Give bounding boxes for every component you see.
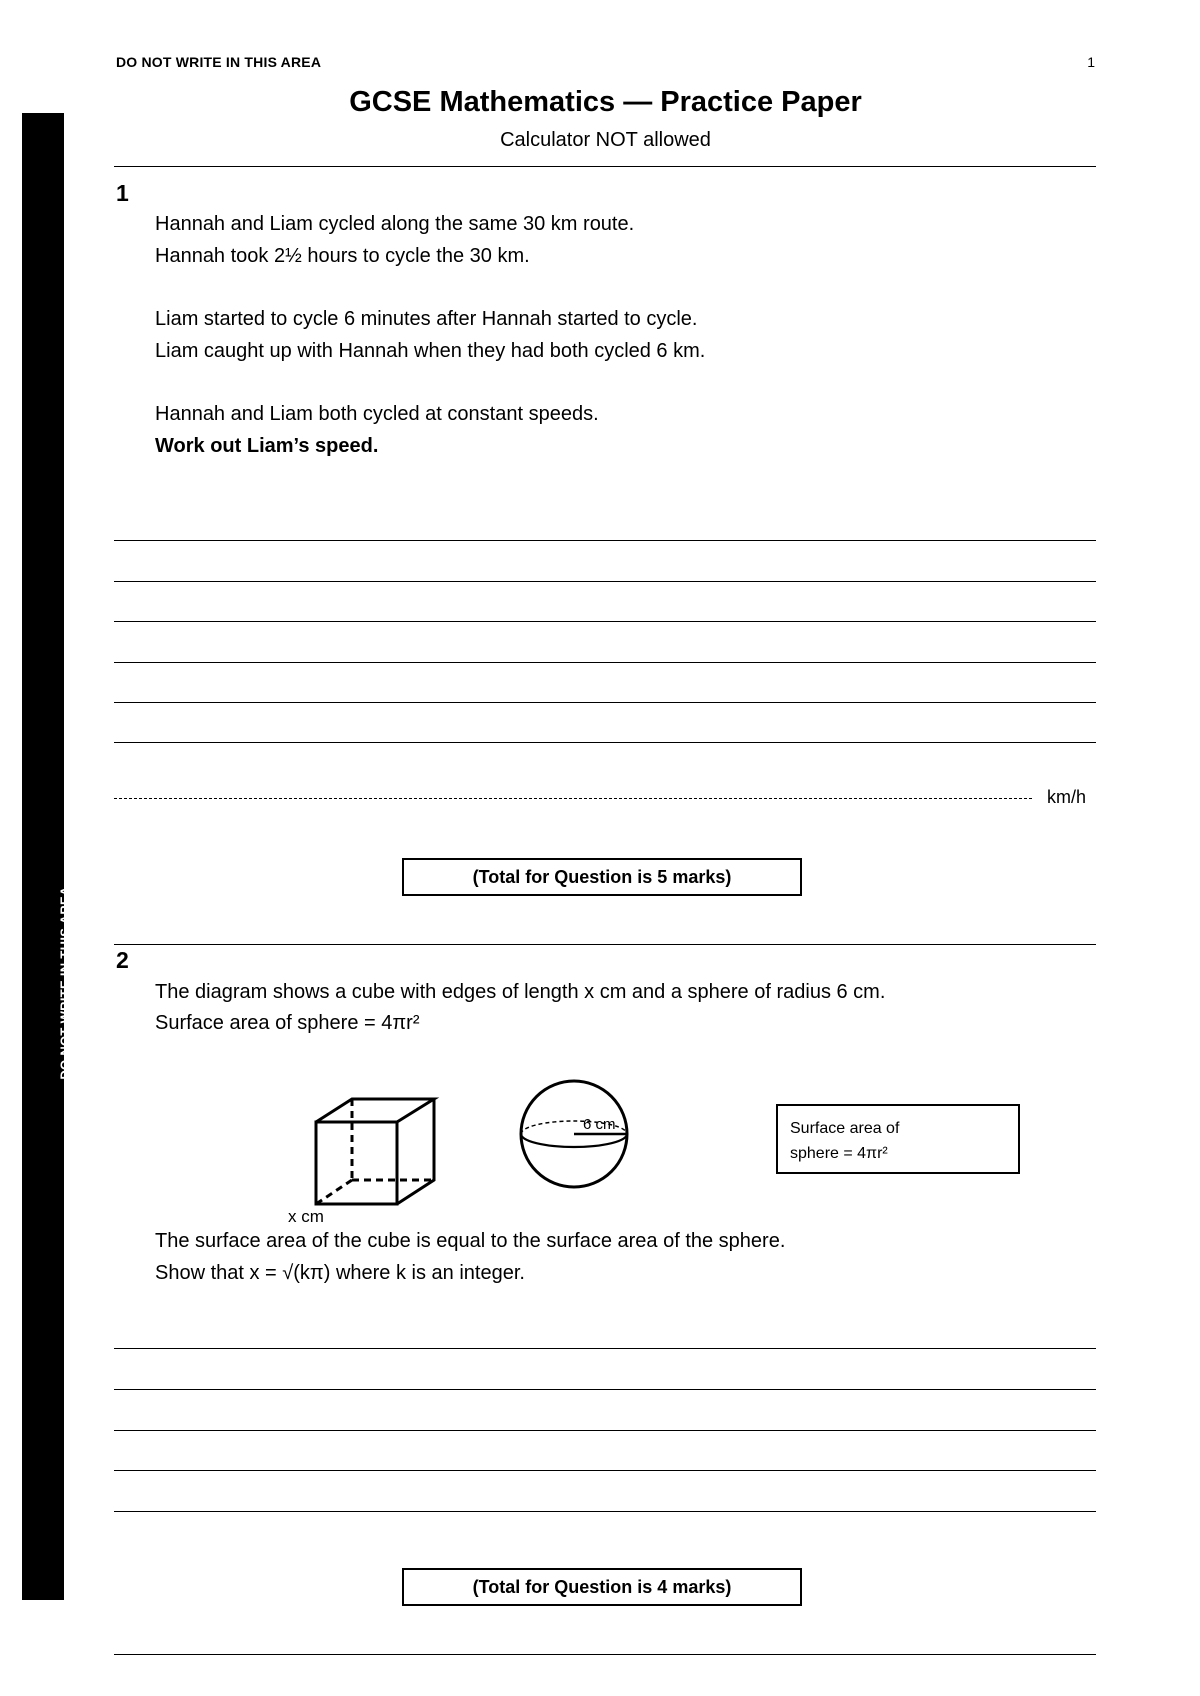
sphere-radius-label: 6 cm <box>583 1116 616 1133</box>
q2-line-1: The diagram shows a cube with edges of length x cm and a sphere of radius 6 cm. <box>155 981 886 1003</box>
q1-answer-line[interactable] <box>114 621 1096 622</box>
q2-line-4: Show that x = √(kπ) where k is an integer. <box>155 1262 525 1284</box>
q2-answer-line[interactable] <box>114 1430 1096 1431</box>
question-2-number: 2 <box>116 947 129 973</box>
q2-line-3: The surface area of the cube is equal to the surface area of the sphere. <box>155 1230 786 1252</box>
q1-total-marks: (Total for Question is 5 marks) <box>402 858 802 896</box>
cube-hidden-edges <box>316 1099 434 1204</box>
q1-answer-line[interactable] <box>114 540 1096 541</box>
header-rule <box>114 166 1096 167</box>
cube-front-face <box>316 1122 397 1204</box>
page-number: 1 <box>1087 54 1095 70</box>
sphere-diagram <box>515 1075 635 1195</box>
formula-line-1: Surface area of <box>790 1120 900 1137</box>
formula-line-2: sphere = 4πr² <box>790 1145 888 1162</box>
cube-edge-label: x cm <box>288 1207 324 1226</box>
q2-answer-line[interactable] <box>114 1389 1096 1390</box>
margin-note: DO NOT WRITE IN THIS AREA <box>57 886 73 1080</box>
page-subtitle: Calculator NOT allowed <box>500 129 711 151</box>
page-title: GCSE Mathematics — Practice Paper <box>349 86 862 118</box>
sphere-equator-front <box>521 1134 627 1147</box>
q1-answer-unit: km/h <box>1047 787 1087 807</box>
q2-answer-line[interactable] <box>114 1348 1096 1349</box>
cube-diagram <box>300 1090 450 1220</box>
q1-line-3: Liam started to cycle 6 minutes after Hannah started to cycle. <box>155 308 698 330</box>
q1-line-1: Hannah and Liam cycled along the same 30 km route. <box>155 213 635 235</box>
question-1-number: 1 <box>116 180 129 206</box>
q1-final-answer-line[interactable] <box>114 798 1032 799</box>
q2-total-marks: (Total for Question is 4 marks) <box>402 1568 802 1606</box>
q2-line-2: Surface area of sphere = 4πr² <box>155 1012 420 1034</box>
q1-answer-line[interactable] <box>114 581 1096 582</box>
q1-answer-line[interactable] <box>114 702 1096 703</box>
q2-answer-line[interactable] <box>114 1511 1096 1512</box>
q1-line-4: Liam caught up with Hannah when they had both cycled 6 km. <box>155 340 706 362</box>
header-note: DO NOT WRITE IN THIS AREA <box>116 54 322 70</box>
cube-right-edges <box>397 1099 434 1204</box>
q1-answer-line[interactable] <box>114 742 1096 743</box>
footer-rule <box>114 1654 1096 1655</box>
q1-answer-line[interactable] <box>114 662 1096 663</box>
cube-top-edges <box>316 1099 434 1122</box>
margin-bar <box>22 113 73 1600</box>
q1-line-2: Hannah took 2½ hours to cycle the 30 km. <box>155 245 530 267</box>
question-divider <box>114 944 1096 945</box>
formula-box <box>776 1104 1020 1174</box>
q2-answer-line[interactable] <box>114 1470 1096 1471</box>
q1-line-5: Hannah and Liam both cycled at constant speeds. <box>155 403 599 425</box>
q1-instruction: Work out Liam’s speed. <box>155 435 379 457</box>
